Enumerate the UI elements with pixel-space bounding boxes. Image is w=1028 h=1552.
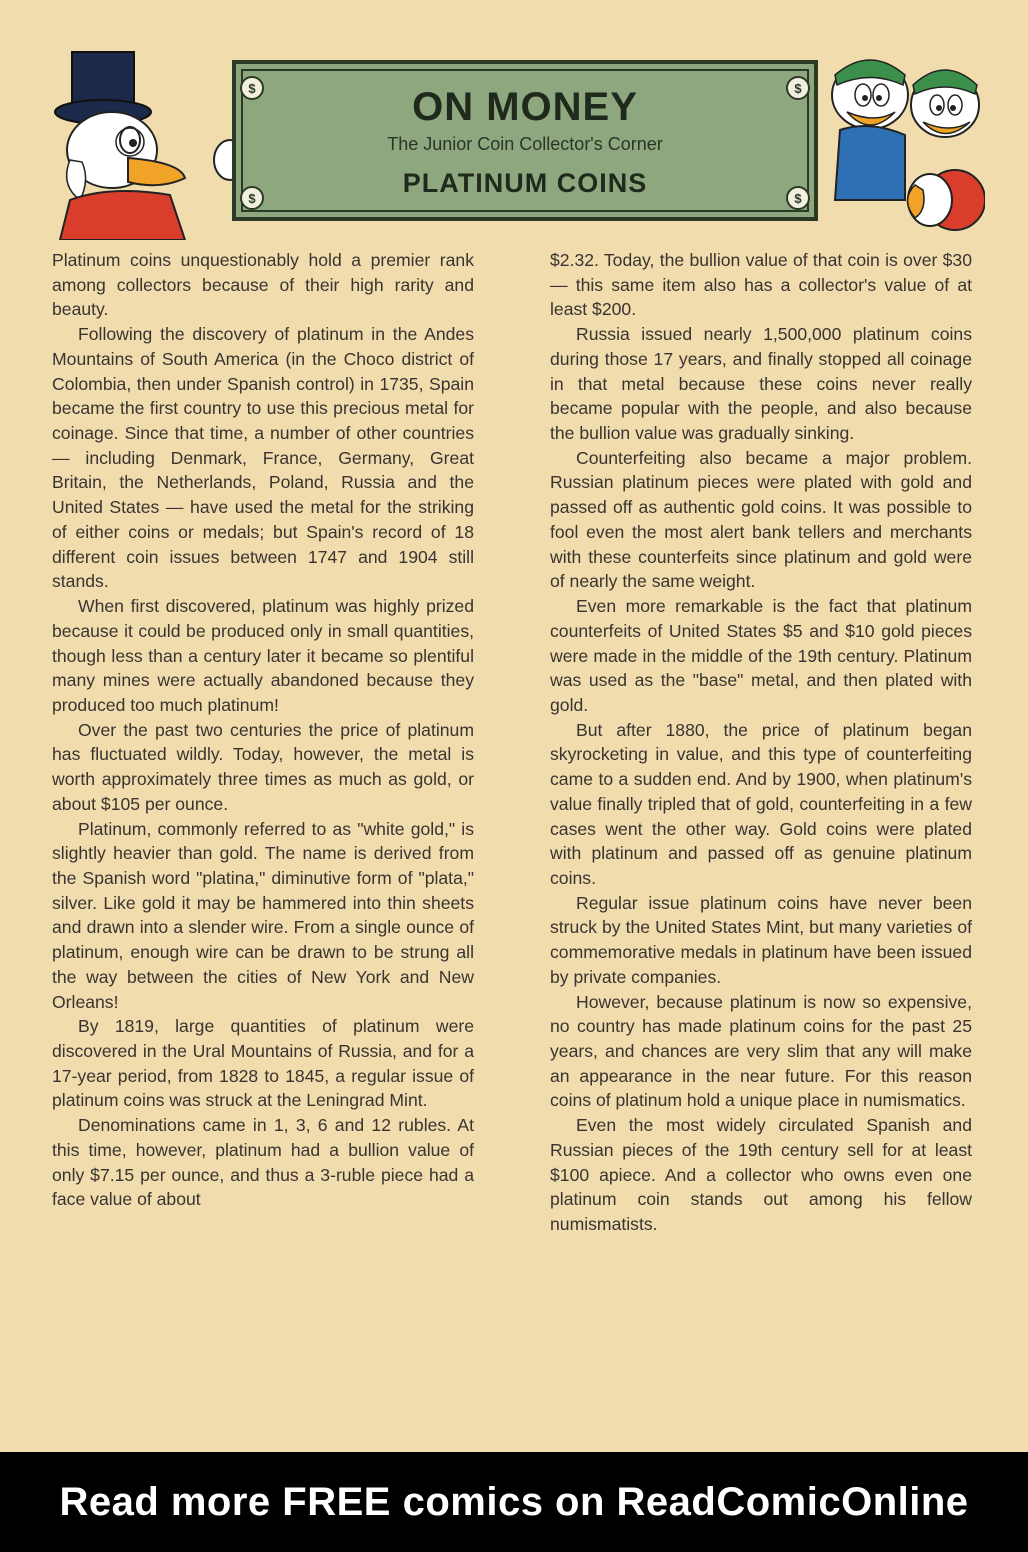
footer-banner[interactable] [0,1452,1028,1552]
svg-text:$: $ [248,81,256,96]
topic-heading: PLATINUM COINS [402,168,648,198]
page-subtitle: The Junior Coin Collector's Corner [387,134,663,154]
article-paragraph: Counterfeiting also became a major problem. Russian platinum pieces were plated with gold and passed off as authentic gold coins. It was possible to fool even the most alert bank tellers and merchants with these counterfeits since platinum and gold were of nearly the same weight. [550,447,972,592]
article-paragraph: Denominations came in 1, 3, 6 and 12 rubles. At this time, however, platinum had a bullion value of only $7.15 per ounce, and thus a 3-ruble piece had a face value of about [52,1115,474,1210]
page-title: ON MONEY [412,85,638,129]
svg-text:$: $ [248,191,256,206]
footer-link-text[interactable]: Read more FREE comics on ReadComicOnline [59,1479,969,1524]
header-banner [40,40,990,245]
article-paragraph: Even more remarkable is the fact that platinum counterfeits of United States $5 and $10 gold pieces were made in the middle of the 19th century. Platinum was used as the "base" metal, and then plated with gold. [550,596,972,715]
svg-text:$: $ [794,81,802,96]
article-paragraph: Regular issue platinum coins have never been struck by the United States Mint, but many varieties of commemorative medals in platinum have been issued by private companies. [550,892,972,987]
article-column-left [52,248,474,1212]
article-paragraph: Following the discovery of platinum in the Andes Mountains of South America (in the Choco district of Colombia, then under Spanish control) in 1735, Spain became the first country to use this precious metal for coinage. Since that time, a number of other countries — including Denmark, France, Germany, Great Britain, the Netherlands, Poland, Russia and the United States — have used the metal for the striking of either coins or medals; but Spain's record of 18 different coin issues between 1747 and 1904 still stands. [52,324,474,592]
article-paragraph: When first discovered, platinum was highly prized because it could be produced only in small quantities, though less than a century later it became so plentiful many mines were actually abandoned because they produced too much platinum! [52,596,474,715]
nephews-illustration [815,50,985,240]
article-paragraph: $2.32. Today, the bullion value of that coin is over $30 — this same item also has a collector's value of at least $200. [550,250,972,320]
article-paragraph: Russia issued nearly 1,500,000 platinum coins during those 17 years, and finally stopped all coinage in that metal because these coins never really became popular with the people, and also because the bullion value was gradually sinking. [550,324,972,444]
article-paragraph: But after 1880, the price of platinum began skyrocketing in value, and this type of counterfeiting came to a sudden end. And by 1900, when platinum's value finally tripled that of gold, counterfeiting in a few cases went the other way. Gold coins were plated with platinum and passed off as genuine platinum coins. [550,719,972,888]
article-paragraph: Platinum coins unquestionably hold a premier rank among collectors because of their high rarity and beauty. [52,250,474,320]
banner-text [270,86,780,199]
article-paragraph: Over the past two centuries the price of platinum has fluctuated wildly. Today, however, the metal is worth approximately three times as much as gold, or about $105 per ounce. [52,719,474,814]
article-column-right [550,248,972,1237]
dollar-bill-banner [230,58,820,258]
article-paragraph: By 1819, large quantities of platinum were discovered in the Ural Mountains of Russia, and for a 17-year period, from 1828 to 1845, a regular issue of platinum coins was struck at the Leningrad Mint. [52,1016,474,1111]
article-paragraph: Even the most widely circulated Spanish and Russian pieces of the 19th century sell for at least $100 apiece. And a collector who owns even one platinum coin stands out among his fellow numismatists. [550,1115,972,1235]
article-paragraph: However, because platinum is now so expensive, no country has made platinum coins for the past 25 years, and chances are very slim that any will make an appearance in the near future. For this reason coins of platinum hold a unique place in numismatics. [550,991,972,1111]
article-paragraph: Platinum, commonly referred to as "white gold," is slightly heavier than gold. The name is derived from the Spanish word "platina," diminutive form of "plata," silver. Like gold it may be hammered into thin sheets and drawn into a slender wire. From a single ounce of platinum, enough wire can be drawn to be strung all the way between the cities of New York and New Orleans! [52,818,474,1012]
svg-text:$: $ [794,191,802,206]
scrooge-mcduck-illustration [50,50,250,240]
